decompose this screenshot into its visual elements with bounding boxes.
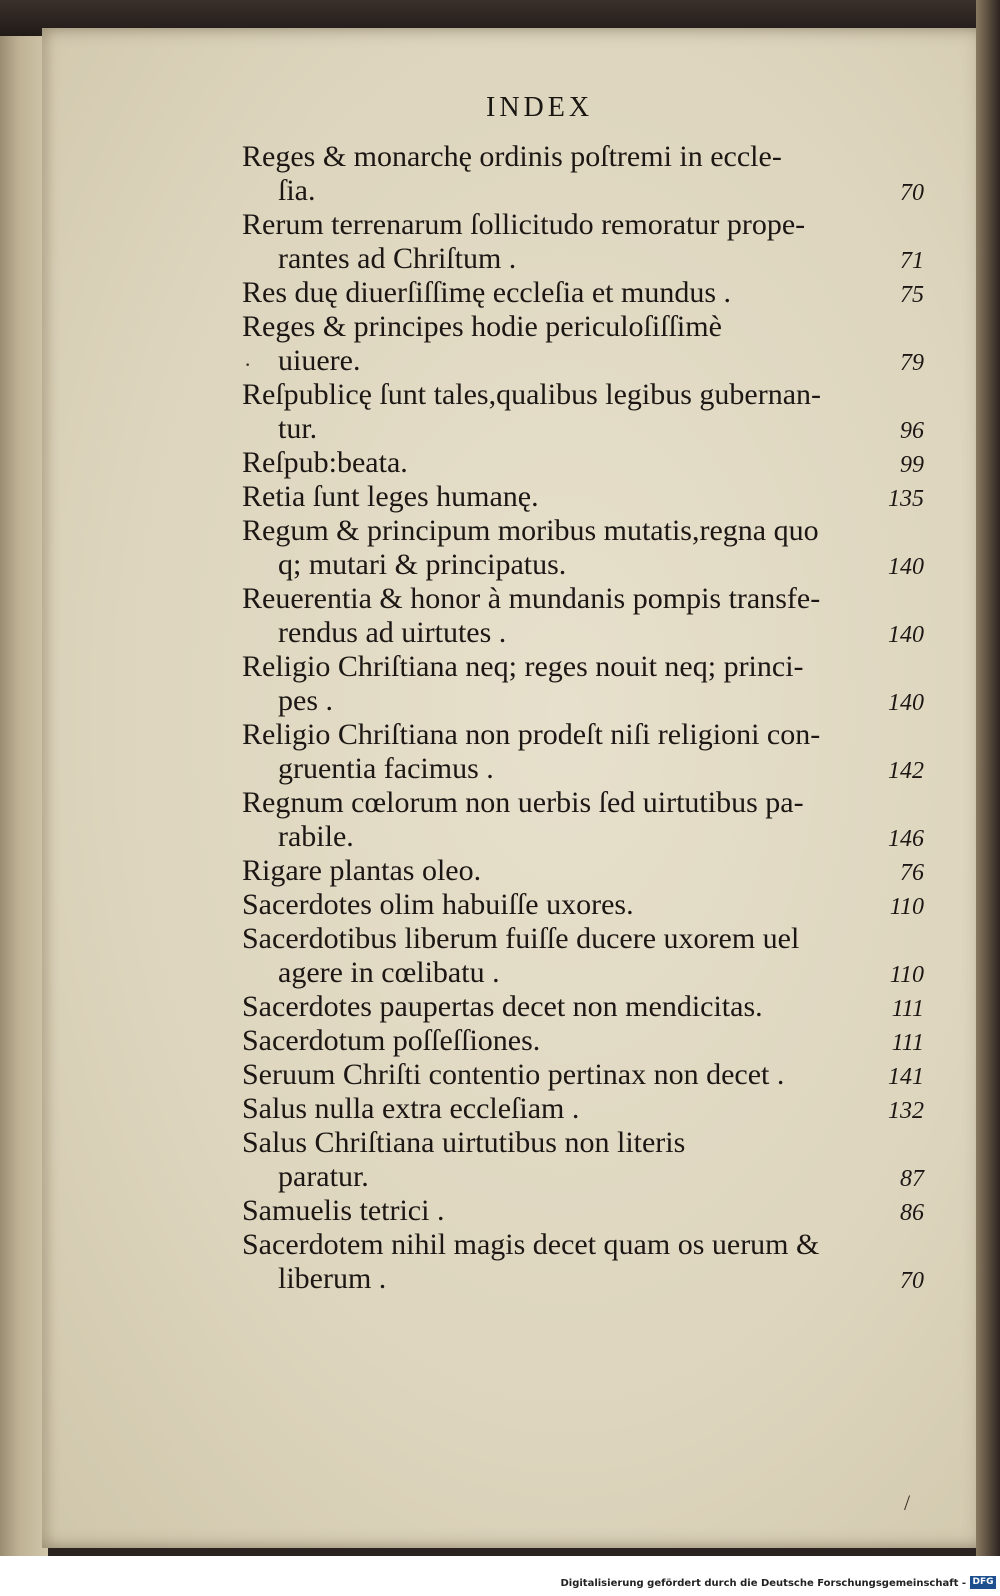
entry-page-number: 70: [900, 180, 924, 206]
index-entry: [242, 378, 924, 446]
index-entry: [242, 276, 924, 310]
index-entry: [242, 650, 924, 718]
index-entry: [242, 446, 924, 480]
index-entry: [242, 514, 924, 582]
entry-text: Rigare plantas oleo.: [242, 854, 482, 887]
entry-text-continued: ſia.: [278, 174, 316, 207]
entry-text: Religio Chriſtiana neq; reges nouit neq; princi-: [242, 650, 804, 683]
index-entry: [242, 208, 924, 276]
book-edge: [0, 36, 48, 1556]
entry-text: Regnum cœlorum non uerbis ſed uirtutibus pa-: [242, 786, 804, 819]
index-entry: [242, 582, 924, 650]
entry-page-number: 135: [888, 486, 924, 512]
footer-bar: [0, 1556, 1000, 1596]
entry-text-continued: paratur.: [278, 1160, 369, 1193]
entry-text-continued: gruentia facimus .: [278, 752, 494, 785]
entry-page-number: 96: [900, 418, 924, 444]
entry-text: Reſpublicę ſunt tales,qualibus legibus gubernan-: [242, 378, 822, 411]
ink-speck: ·: [244, 352, 252, 377]
index-entry: [242, 1228, 924, 1296]
entry-page-number: 140: [888, 690, 924, 716]
entry-text: Reges & principes hodie periculoſiſſimè: [242, 310, 722, 343]
entry-text: Religio Chriſtiana non prodeſt niſi religioni con-: [242, 718, 821, 751]
index-entry: [242, 922, 924, 990]
entry-page-number: 110: [889, 962, 924, 988]
entry-text: Sacerdotibus liberum fuiſſe ducere uxorem uel: [242, 922, 800, 955]
entry-text-continued: pes .: [278, 684, 333, 717]
index-entry: [242, 718, 924, 786]
entry-page-number: 76: [900, 860, 924, 886]
entry-text-continued: rendus ad uirtutes .: [278, 616, 507, 649]
entry-text-continued: tur.: [278, 412, 318, 445]
entry-page-number: 111: [891, 1030, 924, 1056]
entry-text-continued: rabile.: [278, 820, 354, 853]
page-header: INDEX: [486, 92, 594, 123]
index-entry: [242, 888, 924, 922]
index-entry: [242, 1194, 924, 1228]
entry-page-number: 111: [891, 996, 924, 1022]
index-entry: [242, 990, 924, 1024]
entry-text: Sacerdotum poſſeſſiones.: [242, 1024, 541, 1057]
ink-mark: /: [904, 1490, 911, 1515]
index-entry: [242, 1126, 924, 1194]
index-entry: [242, 140, 924, 208]
entry-page-number: 70: [900, 1268, 924, 1294]
entry-page-number: 99: [900, 452, 924, 478]
entry-page-number: 75: [900, 282, 924, 308]
entry-page-number: 79: [900, 350, 924, 376]
index-entry: [242, 480, 924, 514]
entry-text: Reges & monarchę ordinis poſtremi in eccle-: [242, 140, 782, 173]
entry-text-continued: agere in cœlibatu .: [278, 956, 500, 989]
entry-text: Regum & principum moribus mutatis,regna quo: [242, 514, 819, 547]
entry-text: Sacerdotem nihil magis decet quam os uerum &: [242, 1228, 820, 1261]
entry-text: Sacerdotes paupertas decet non mendicitas.: [242, 990, 763, 1023]
entry-page-number: 87: [900, 1166, 924, 1192]
entry-page-number: 132: [888, 1098, 924, 1124]
entry-page-number: 110: [889, 894, 924, 920]
entry-text: Retia ſunt leges humanę.: [242, 480, 539, 513]
entry-text-continued: liberum .: [278, 1262, 387, 1295]
index-entry: [242, 1058, 924, 1092]
index-entry: [242, 854, 924, 888]
entry-text: Res duę diuerſiſſimę eccleſia et mundus .: [242, 276, 732, 309]
entry-page-number: 71: [900, 248, 924, 274]
entry-text: Salus Chriſtiana uirtutibus non literis: [242, 1126, 686, 1159]
index-entry: [242, 1092, 924, 1126]
entry-text: Samuelis tetrici .: [242, 1194, 445, 1227]
entry-text: Sacerdotes olim habuiſſe uxores.: [242, 888, 634, 921]
index-entry: [242, 1024, 924, 1058]
entry-text-continued: uiuere.: [278, 344, 361, 377]
entry-page-number: 141: [888, 1064, 924, 1090]
entry-text: Reſpub:beata.: [242, 446, 408, 479]
page-gutter: [976, 0, 1000, 1560]
entry-page-number: 142: [888, 758, 924, 784]
entry-page-number: 86: [900, 1200, 924, 1226]
entry-text: Seruum Chriſti contentio pertinax non decet .: [242, 1058, 785, 1091]
index-entry: [242, 310, 924, 378]
entry-page-number: 146: [888, 826, 924, 852]
entry-page-number: 140: [888, 554, 924, 580]
index-entry: [242, 786, 924, 854]
entry-text: Reuerentia & honor à mundanis pompis transfe-: [242, 582, 821, 615]
entry-text: Salus nulla extra eccleſiam .: [242, 1092, 580, 1125]
funding-notice: Digitalisierung gefördert durch die Deutsche Forschungsgemeinschaft -: [560, 1578, 966, 1589]
dfg-logo: DFG: [970, 1576, 996, 1589]
entry-text-continued: q; mutari & principatus.: [278, 548, 567, 581]
entry-text: Rerum terrenarum ſollicitudo remoratur prope-: [242, 208, 806, 241]
entry-text-continued: rantes ad Chriſtum .: [278, 242, 517, 275]
entry-page-number: 140: [888, 622, 924, 648]
